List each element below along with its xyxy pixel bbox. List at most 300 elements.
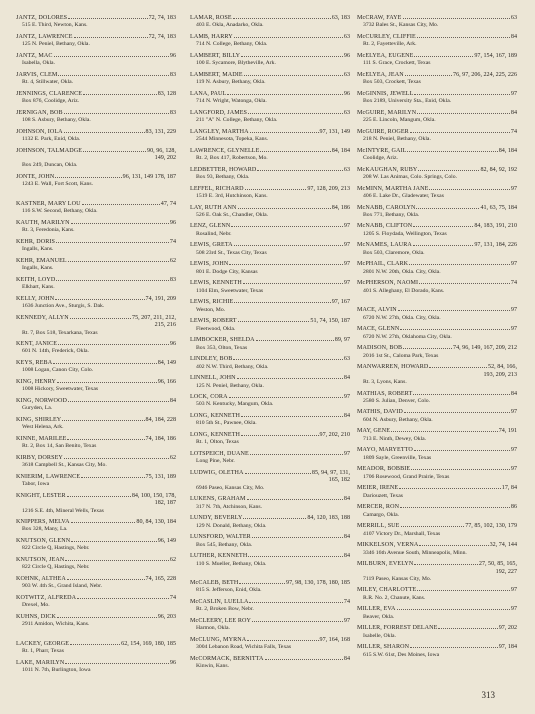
entry-pages: 96, 203: [157, 613, 176, 620]
dot-leader: [81, 477, 144, 478]
dot-leader: [419, 545, 488, 546]
directory-entry: [16, 417, 176, 431]
directory-entry: [357, 523, 517, 537]
entry-name: KENNEDY, ALLYN: [16, 314, 69, 321]
entry-name: McGUIRE, MARILYN: [357, 109, 417, 116]
entry-name: KIRBY, DORSEY: [16, 454, 63, 461]
entry-pages: 89, 97: [334, 337, 350, 344]
dot-leader: [405, 75, 452, 76]
entry-address: Long Pine, Nebr.: [196, 458, 235, 465]
entry-name: McELYEA, JEAN: [357, 71, 404, 78]
entry-pages: 84, 184, 228: [145, 416, 176, 423]
entry-name-line: [357, 447, 517, 454]
entry-address: 822 Circle Q, Hastings, Nebr.: [22, 545, 90, 552]
entry-pages: 96: [169, 659, 176, 666]
entry-pages: 41, 63, 75, 184: [480, 204, 517, 211]
entry-address: 815 S. Jefferson, Enid, Okla.: [196, 587, 262, 594]
entry-name-line: [16, 660, 176, 667]
entry-name-line: [190, 299, 350, 306]
entry-name-line: [190, 618, 350, 625]
entry-pages: 63: [343, 356, 350, 363]
dot-leader: [229, 264, 343, 265]
entry-name: McCURLEY, CLIFFIE: [357, 33, 416, 40]
dot-leader: [250, 132, 319, 133]
entry-name-line: [190, 451, 350, 458]
entry-pages: 62: [169, 257, 176, 264]
entry-name: MERRILL, SUE: [357, 523, 400, 530]
entry-name: MIKKELSON, VERNA: [357, 542, 419, 549]
entry-address: 125 N. Peniel, Bethany, Okla.: [22, 41, 90, 48]
entry-name: McNABB, CLIFTON: [357, 223, 413, 230]
entry-address: Rt. 2, Fayetteville, Ark.: [363, 41, 417, 48]
dot-leader: [237, 378, 343, 379]
directory-entry: [16, 341, 176, 355]
entry-address: Rt. 1, Olton, Texas: [196, 439, 239, 446]
entry-name: LACKEY, GEORGE: [16, 640, 70, 647]
dot-leader: [414, 564, 478, 565]
entry-name-line: [190, 72, 350, 79]
directory-entry: [16, 455, 176, 469]
entry-name-line: [190, 553, 350, 560]
entry-name-line: [357, 466, 517, 473]
entry-name-line: [357, 391, 517, 398]
dot-leader: [252, 621, 343, 622]
dot-leader: [71, 541, 157, 542]
entry-pages: 96: [169, 52, 176, 59]
dot-leader: [403, 348, 452, 349]
entry-pages: 97: [510, 185, 517, 192]
directory-entry: [190, 299, 350, 313]
dot-leader: [74, 37, 148, 38]
directory-entry: [16, 315, 176, 337]
entry-name: LUKENS, GRAHAM: [190, 496, 246, 503]
entry-name-line: [16, 341, 176, 348]
directory-entry: [357, 644, 517, 658]
entry-name: MADISON, BOB: [357, 345, 403, 352]
entry-pages: 84, 183, 191, 210: [474, 223, 517, 230]
entry-pages: 47, 74: [160, 200, 176, 207]
directory-entry: [357, 167, 517, 181]
directory-entry: [190, 242, 350, 256]
entry-name-line: [357, 326, 517, 333]
dot-leader: [82, 204, 160, 205]
entry-address: 801 E. Dodge City, Kansas: [196, 268, 258, 275]
entry-name: JOHNSON, TALMADGE: [16, 147, 83, 154]
dot-leader: [245, 473, 311, 474]
entry-address: 714 N. College, Bethany, Okla.: [196, 41, 268, 48]
entry-address: 6946 Paseo, Kansas City, Mo.: [196, 484, 265, 491]
entry-name: McCRAW, FAYE: [357, 15, 402, 21]
entry-name-line: [16, 277, 176, 284]
entry-name: LINDLEY, BOB: [190, 356, 233, 363]
dot-leader: [411, 469, 510, 470]
directory-entry: [357, 186, 517, 200]
entry-name-line: [190, 375, 350, 382]
entry-address: 1011 N. 7th, Burlington, Iowa: [22, 667, 91, 674]
entry-name-line: [16, 72, 176, 79]
entry-pages: 63, 183: [331, 15, 350, 21]
entry-pages-continued: 193, 209, 213: [483, 371, 517, 378]
dot-leader: [413, 245, 473, 246]
entry-address: Isabelle, Okla.: [363, 632, 397, 639]
entry-name-line: [357, 205, 517, 212]
entry-name: KING, NORWOOD: [16, 397, 68, 404]
entry-pages: 97, 131, 184, 226: [474, 242, 517, 249]
entry-address: 402 N.W. Third, Bethany, Okla.: [196, 363, 269, 370]
dot-leader: [256, 340, 334, 341]
entry-name: KEYS, REBA: [16, 360, 53, 367]
directory-entry: [16, 538, 176, 552]
entry-pages: 74: [169, 238, 176, 245]
directory-entry: [190, 451, 350, 465]
dot-leader: [260, 151, 330, 152]
entry-pages: 74, 165, 228: [145, 575, 176, 582]
entry-name: LONG, KENNETH: [190, 413, 241, 420]
entry-name: KNIERIM, LAWRENCE: [16, 473, 81, 480]
entry-pages: 63: [343, 33, 350, 40]
entry-pages: 74, 96, 149, 167, 209, 212: [453, 345, 517, 352]
entry-name: LUNSFORD, WALTER: [190, 534, 251, 541]
directory-entry: [190, 167, 350, 181]
entry-name: JANTZ, MAC: [16, 52, 53, 59]
entry-address: 401 S. Alleghany, El Dorado, Kans.: [363, 287, 445, 294]
entry-name: McCALEB, BETH: [190, 580, 239, 587]
directory-entry: [357, 409, 517, 423]
entry-name-line: [357, 186, 517, 193]
dot-leader: [70, 644, 120, 645]
entry-pages: 17, 84: [501, 485, 517, 492]
entry-pages: 82, 84, 92, 192: [480, 166, 517, 173]
entry-name-line: [16, 239, 176, 246]
dot-leader: [56, 242, 169, 243]
directory-entry: [190, 148, 350, 162]
entry-pages: 97: [343, 617, 350, 624]
entry-address: 2911 Amidon, Wichita, Kans.: [22, 621, 90, 628]
entry-name: JONTE, JOHN: [16, 174, 55, 181]
entry-address: Box 545, Bethany, Okla.: [196, 541, 253, 548]
entry-address: 526 E. Oak St., Chandler, Okla.: [196, 211, 269, 218]
entry-address: 713 E. Ninth, Dewey, Okla.: [363, 435, 427, 442]
dot-leader: [64, 132, 145, 133]
dot-leader: [53, 363, 157, 364]
directory-entry: [16, 519, 176, 533]
directory-entry: [190, 470, 350, 492]
entry-pages: 97: [343, 280, 350, 287]
entry-name: LEWIS, GRETA: [190, 242, 233, 249]
entry-pages: 84: [343, 413, 350, 420]
entry-pages: 97: [510, 261, 517, 268]
entry-address: 108 S. Asbury, Bethany, Okla.: [22, 117, 91, 124]
entry-address: Weston, Mo.: [196, 306, 226, 313]
entry-name-line: [357, 542, 517, 549]
dot-leader: [413, 394, 510, 395]
dot-leader: [257, 170, 343, 171]
entry-name-line: [190, 534, 350, 541]
entry-name: LANGLEY, MARTHA: [190, 128, 249, 135]
directory-entry: [16, 277, 176, 291]
entry-name: MILLER, EVA: [357, 606, 396, 613]
entry-name: LAMAR, ROSE: [190, 15, 232, 21]
entry-pages: 77, 85, 102, 130, 179: [465, 523, 517, 530]
entry-name: KEHR, EMANUEL: [16, 257, 67, 264]
dot-leader: [417, 37, 510, 38]
directory-entry: [357, 606, 517, 620]
entry-name: KNUTSON, GLENN: [16, 538, 71, 544]
entry-name: JENNINGS, CLARENCE: [16, 90, 83, 97]
entry-pages: 84, 100, 150, 178,: [131, 492, 176, 499]
entry-pages: 27, 50, 85, 165,: [478, 561, 517, 568]
entry-address: 1519 E. 3rd, Hutchinson, Kans.: [196, 192, 268, 199]
entry-name-line: [357, 409, 517, 416]
entry-name: LONG, KENNETH: [190, 431, 241, 438]
entry-pages: 83: [169, 276, 176, 283]
directory-entry: [190, 261, 350, 275]
directory-entry: [357, 345, 517, 359]
entry-name: McPHAIL, CLARK: [357, 261, 409, 268]
entry-pages: 97: [343, 223, 350, 230]
directory-entry: [357, 110, 517, 124]
entry-address: 110 S. Mueller, Bethany, Okla.: [196, 560, 267, 567]
entry-name: McCORMACK, BERNITTA: [190, 655, 264, 662]
entry-pages: 62: [169, 454, 176, 461]
directory-entry: [16, 595, 176, 609]
entry-address: Ingalls, Kans.: [22, 265, 54, 272]
directory-entry: [190, 580, 350, 594]
directory-entry: [357, 504, 517, 518]
dot-leader: [252, 537, 343, 538]
entry-name: KAUTH, MARILYN: [16, 219, 70, 226]
entry-name: KINNE, MARILEE: [16, 435, 67, 442]
index-column-2: [190, 15, 350, 675]
entry-pages: 84: [169, 397, 176, 404]
entry-pages: 84: [343, 534, 350, 541]
entry-name: LAMBERT, MADIE: [190, 71, 243, 78]
dot-leader: [229, 397, 343, 398]
directory-entry: [357, 307, 517, 321]
entry-pages: 83: [169, 109, 176, 116]
entry-pages: 97, 98, 130, 178, 180, 185: [286, 580, 350, 587]
directory-entry: [190, 223, 350, 237]
entry-name: JANTZ, LAWRENCE: [16, 33, 73, 40]
directory-entry: [16, 641, 176, 655]
dot-leader: [418, 170, 479, 171]
entry-pages: 97: [510, 447, 517, 454]
directory-entry: [190, 637, 350, 651]
dot-leader: [241, 416, 343, 417]
entry-name: MACE, ALVIN: [357, 307, 397, 314]
dot-leader: [54, 56, 169, 57]
entry-name: KING, SHIRLEY: [16, 416, 62, 423]
entry-address: Kinwin, Kans.: [196, 663, 230, 670]
entry-name: MERCER, RON: [357, 504, 400, 511]
entry-name-line: [190, 637, 350, 644]
entry-name-line: [16, 34, 176, 41]
entry-name-line: [190, 15, 350, 22]
dot-leader: [68, 401, 169, 402]
dot-leader: [238, 321, 310, 322]
entry-address: 714 N. Wright, Watonga, Okla.: [196, 98, 267, 105]
entry-name-line: [190, 413, 350, 420]
entry-name-line: [357, 307, 517, 314]
entry-pages: 83: [169, 71, 176, 78]
dot-leader: [55, 177, 121, 178]
dot-leader: [67, 439, 144, 440]
entry-pages: 74, 191: [498, 428, 517, 435]
entry-address: Ingalls, Kans.: [22, 246, 54, 253]
entry-pages: 90, 96, 128,: [147, 147, 176, 154]
entry-name-line: [16, 174, 176, 181]
entry-pages: 62: [169, 556, 176, 563]
entry-name: KEHR, DORIS: [16, 238, 56, 245]
entry-name: KING, HENRY: [16, 378, 57, 385]
entry-pages: 97, 154, 167, 189: [474, 52, 517, 59]
directory-entry: [357, 91, 517, 105]
entry-name: McGINNIS, JEWELL: [357, 90, 414, 97]
entry-pages: 96: [169, 341, 176, 348]
dot-leader: [410, 132, 510, 133]
entry-name-line: [357, 53, 517, 60]
directory-entry: [16, 436, 176, 450]
entry-name: KEITH, LOYD: [16, 276, 56, 283]
entry-name-line: [16, 641, 176, 648]
entry-pages: 74: [510, 280, 517, 287]
dot-leader: [409, 264, 510, 265]
entry-name-line: [190, 515, 350, 522]
dot-leader: [62, 420, 144, 421]
directory-entry: [357, 326, 517, 340]
directory-entry: [357, 242, 517, 256]
entry-name: LAMBERT, BILLY: [190, 52, 241, 59]
entry-address: Isabella, Okla.: [22, 60, 56, 67]
entry-name: MILEY, CHARLOTTE: [357, 587, 417, 594]
dot-leader: [77, 598, 169, 599]
directory-entry: [190, 318, 350, 332]
dot-leader: [248, 113, 343, 114]
entry-pages: 84: [343, 655, 350, 662]
dot-leader: [413, 226, 473, 227]
dot-leader: [400, 329, 510, 330]
entry-name-line: [357, 72, 517, 79]
dot-leader: [414, 450, 510, 451]
dot-leader: [243, 283, 343, 284]
dot-leader: [67, 579, 145, 580]
entry-address: 822 Circle Q, Hastings, Nebr.: [22, 564, 90, 571]
entry-address: 3732 Bales St., Kansas City, Mo.: [363, 22, 439, 29]
directory-entry: [190, 375, 350, 389]
entry-name: LAMB, HARRY: [190, 33, 233, 40]
entry-pages: 76, 97, 206, 224, 225, 226: [453, 71, 517, 78]
entry-name: McMINN, MARTHA JANE: [357, 185, 429, 192]
entry-name: LEWIS, KENNETH: [190, 280, 242, 287]
entry-pages: 97, 202, 210: [319, 431, 350, 438]
entry-pages: 86: [510, 504, 517, 511]
directory-entry: [190, 53, 350, 67]
entry-address: Camargo, Okla.: [363, 511, 400, 518]
directory-entry: [357, 391, 517, 405]
entry-name-line: [190, 261, 350, 268]
dot-leader: [64, 458, 169, 459]
entry-name-line: [16, 493, 176, 500]
entry-name: McPHERSON, NAOMI: [357, 280, 419, 287]
directory-entry: [190, 553, 350, 567]
dot-leader: [83, 151, 146, 152]
entry-address: 2580 S. Julian, Denver, Colo.: [363, 397, 431, 404]
entry-name-line: [16, 538, 176, 545]
directory-entry: [16, 15, 176, 29]
directory-entry: [357, 53, 517, 67]
entry-pages: 97: [510, 466, 517, 473]
entry-name: LANA, PAUL: [190, 90, 227, 97]
entry-name: KELLY, JOHN: [16, 295, 55, 302]
directory-entry: [190, 496, 350, 510]
entry-name-line: [190, 356, 350, 363]
entry-name-line: [357, 280, 517, 287]
entry-address: 1104 Elm, Sweetwater, Texas: [196, 287, 264, 294]
entry-name: MANWARREN, HOWARD: [357, 364, 429, 371]
entry-address: 119 N. Asbury, Bethany, Okla.: [196, 79, 266, 86]
entry-name: McGUIRE, ROGER: [357, 128, 409, 135]
entry-name-line: [16, 398, 176, 405]
entry-pages: 74, 184, 186: [145, 435, 176, 442]
dot-leader: [64, 113, 169, 114]
entry-address: Box 503, Claremore, Okla.: [363, 249, 425, 256]
entry-pages: 63: [510, 15, 517, 21]
dot-leader: [419, 283, 510, 284]
entry-name: LUTHER, KENNETH: [190, 553, 248, 560]
directory-entry: [190, 356, 350, 370]
entry-name: KOHNK, ALTHEA: [16, 575, 66, 582]
entry-pages: 97, 202: [498, 625, 517, 632]
directory-entry: [16, 201, 176, 215]
directory-entry: [190, 394, 350, 408]
entry-name-line: [357, 129, 517, 136]
entry-address: Box 876, Coolidge, Ariz.: [22, 98, 80, 105]
entry-pages: 84: [343, 375, 350, 382]
section-gap: [190, 572, 350, 580]
entry-name: MILLER, FORREST DELANE: [357, 625, 438, 632]
entry-address: Elkhart, Kans.: [22, 284, 55, 291]
dot-leader: [233, 18, 331, 19]
dot-leader: [404, 412, 510, 413]
entry-pages-continued: 215, 216: [154, 322, 176, 329]
section-gap: [16, 193, 176, 201]
directory-entry: [16, 53, 176, 67]
entry-pages: 72, 74, 183: [148, 33, 176, 40]
entry-address: 317 N. 7th, Atchinson, Kans.: [196, 503, 263, 510]
directory-entry: [190, 72, 350, 86]
entry-name: LEWIS, RICHIE: [190, 299, 234, 306]
dot-leader: [231, 226, 343, 227]
entry-name-line: [357, 644, 517, 651]
entry-address: 503 N. Kentucky, Mangum, Okla.: [196, 401, 274, 408]
dot-leader: [414, 94, 509, 95]
entry-address: 111 S. Grace, Crockett, Texas: [363, 60, 431, 67]
entry-name-line: [16, 576, 176, 583]
entry-pages: 84, 186: [331, 204, 350, 211]
entry-pages: 84, 149: [157, 360, 176, 367]
entry-pages: 84: [510, 109, 517, 116]
dot-leader: [245, 189, 307, 190]
entry-address: 129 N. Donald, Bethany, Okla.: [196, 522, 267, 529]
directory-entry: [357, 485, 517, 499]
entry-name: MACE, GLENN: [357, 326, 400, 333]
entry-pages: 84, 184: [498, 147, 517, 154]
entry-pages: 84: [343, 496, 350, 503]
entry-pages-continued: 192, 227: [495, 568, 517, 575]
directory-entry: [357, 205, 517, 219]
entry-name: MILBURN, EVELYN: [357, 561, 414, 568]
entry-name-line: [190, 91, 350, 98]
